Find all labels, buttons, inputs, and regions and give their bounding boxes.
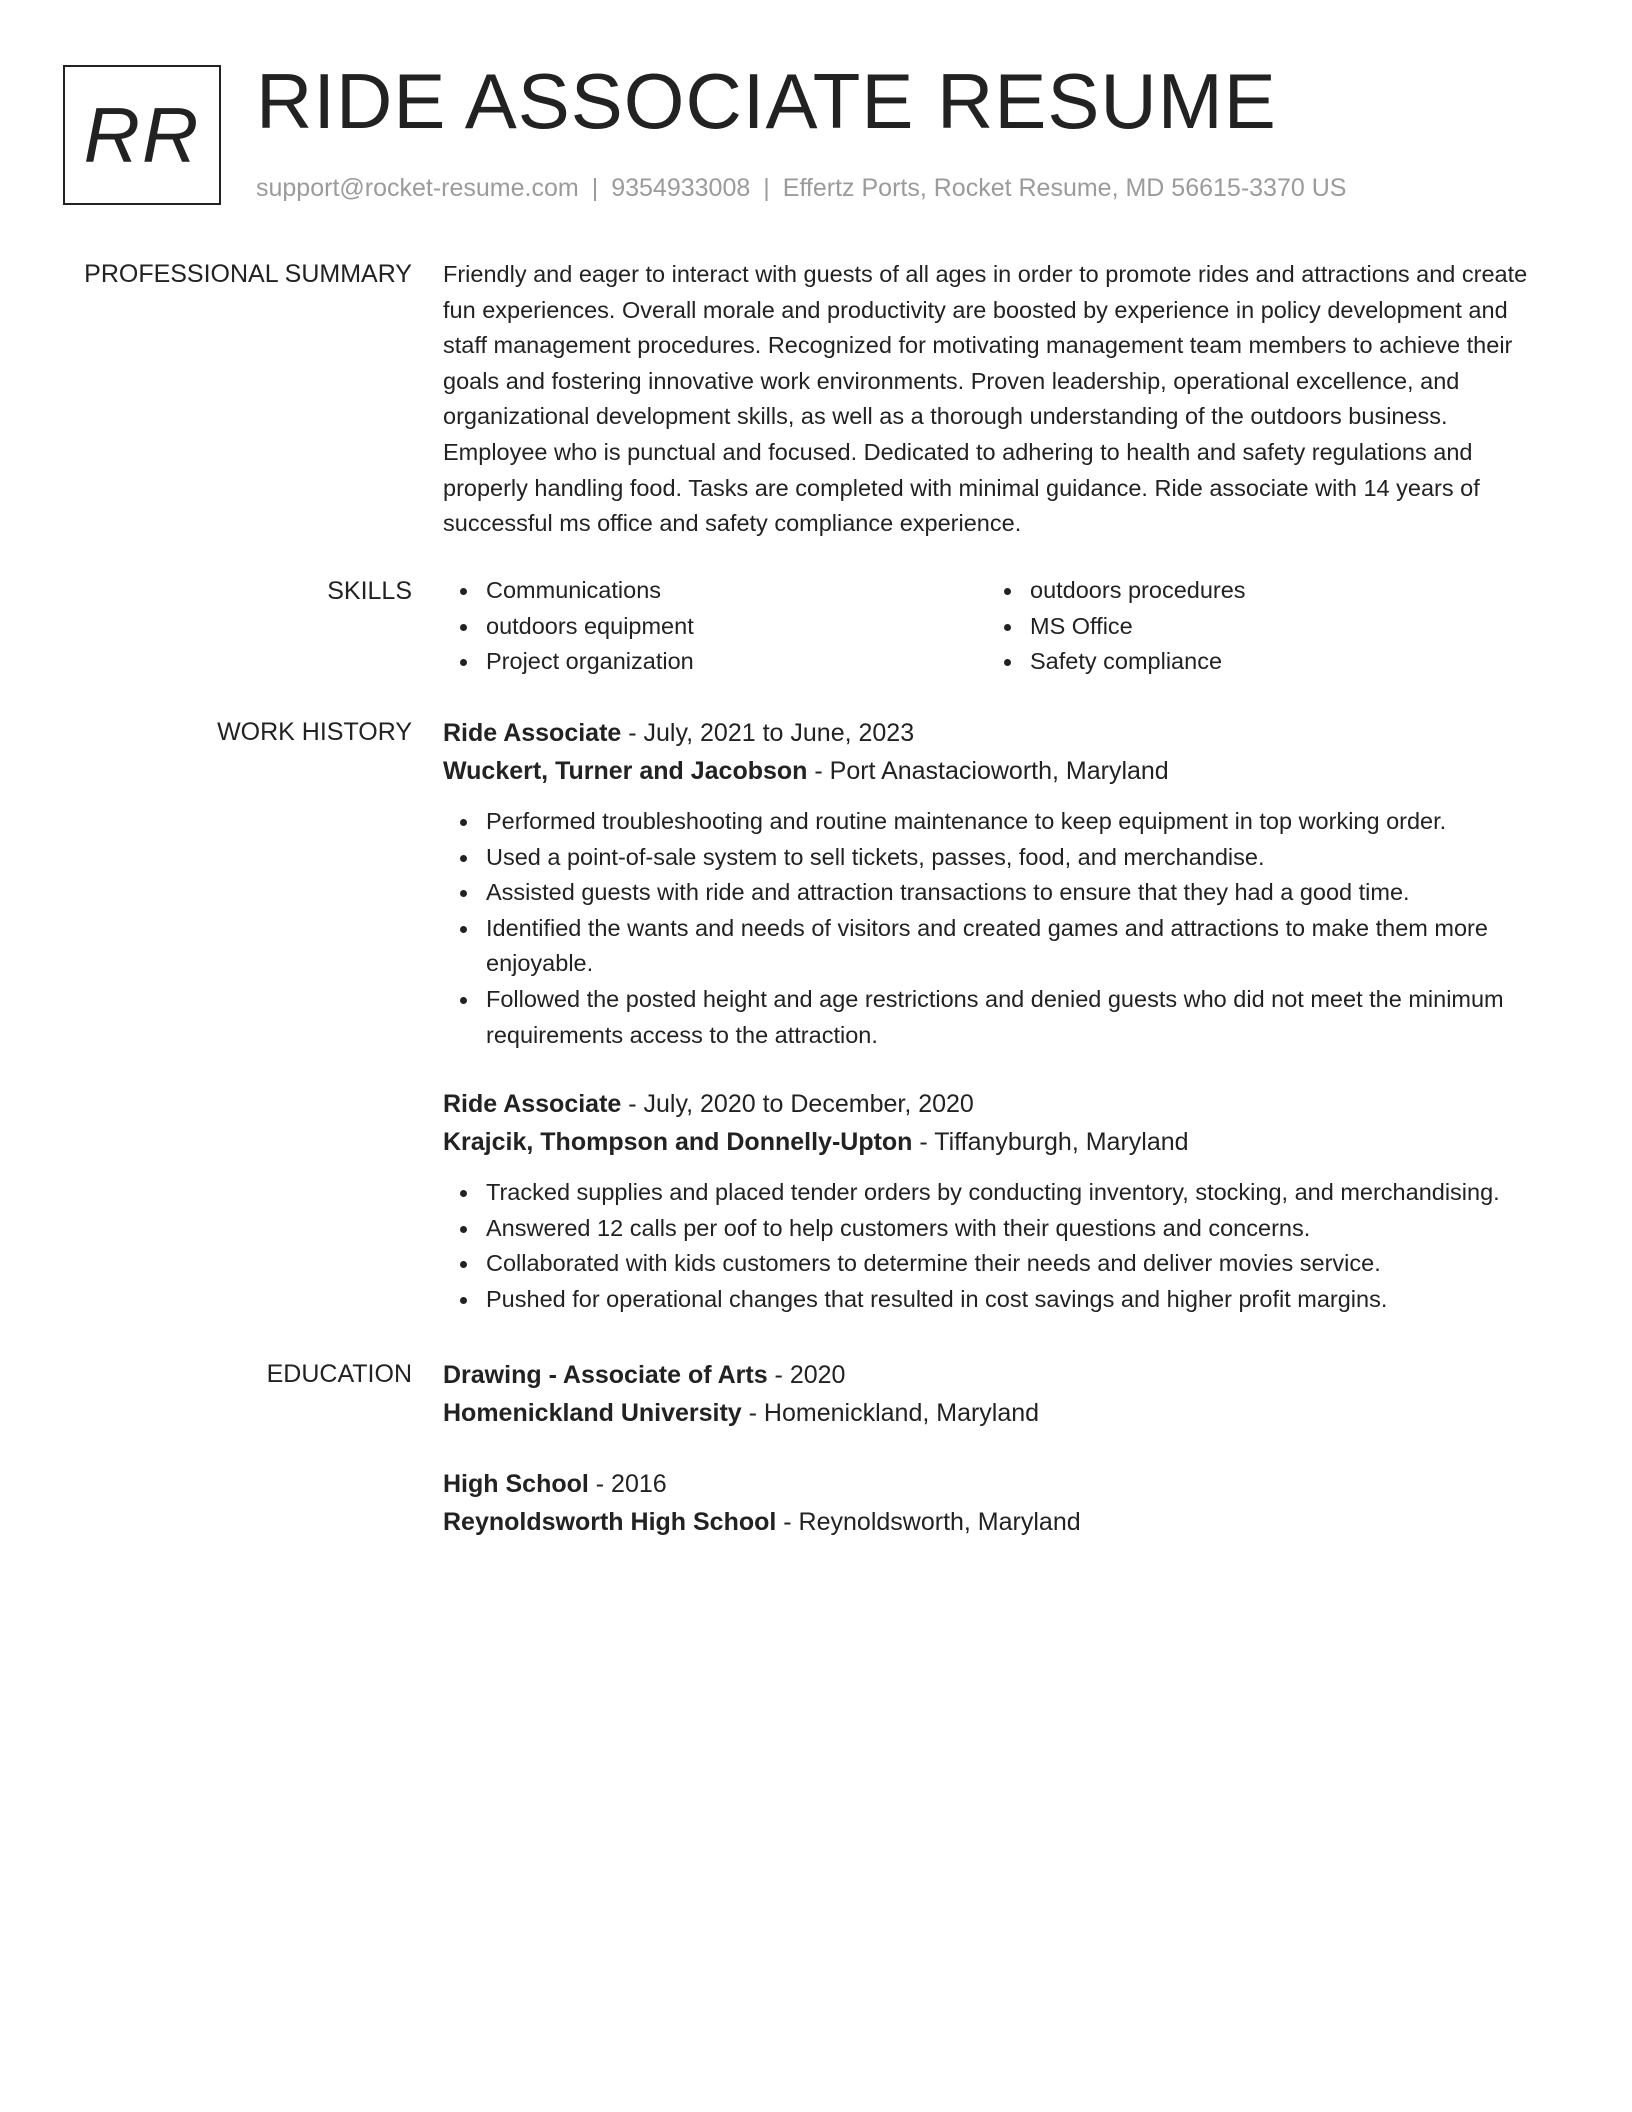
job-duties-list: [443, 804, 1553, 1053]
job-company: Krajcik, Thompson and Donnelly-Upton: [443, 1128, 913, 1157]
monogram-logo: RR: [63, 65, 221, 205]
graduation-year: - 2020: [767, 1361, 846, 1389]
summary-heading: PROFESSIONAL SUMMARY: [84, 260, 412, 288]
school-location: - Reynoldsworth, Maryland: [776, 1508, 1081, 1536]
degree-line: [443, 1465, 1553, 1503]
job-company-line: [443, 752, 1553, 790]
job-duty: Identified the wants and needs of visitors and created games and attractions to make them more enjoyable.: [486, 911, 1553, 982]
summary-text: Friendly and eager to interact with guests of all ages in order to promote rides and attractions and create fun experiences. Overall morale and productivity are boosted by experience in policy development and staff management procedures. Recognized for motivating management team members to achieve their goals and fostering innovative work environments. Proven leadership, operational excellence, and organizational development skills, as well as a thorough understanding of the outdoors business. Employee who is punctual and focused. Dedicated to adhering to health and safety regulations and properly handling food. Tasks are completed with minimal guidance. Ride associate with 14 years of successful ms office and safety compliance experience.: [443, 261, 1528, 537]
skills-grid: [443, 573, 1553, 680]
education-entry: [443, 1356, 1553, 1432]
job-duty: Performed troubleshooting and routine maintenance to keep equipment in top working order.: [486, 804, 1553, 840]
job-company: Wuckert, Turner and Jacobson: [443, 757, 808, 785]
school-location: - Homenickland, Maryland: [741, 1399, 1040, 1427]
job-duty: Pushed for operational changes that resulted in cost savings and higher profit margins.: [486, 1282, 1553, 1318]
job-duty: Followed the posted height and age restrictions and denied guests who did not meet the minimum requirements access to the attraction.: [486, 982, 1553, 1053]
job-title-line: [443, 714, 1553, 752]
skill-item: Project organization: [486, 644, 987, 680]
contact-phone: 9354933008: [611, 174, 751, 202]
contact-separator: |: [763, 174, 770, 202]
job-duty: Assisted guests with ride and attraction transactions to ensure that they had a good time.: [486, 875, 1553, 911]
job-title: Ride Associate: [443, 719, 622, 747]
degree: Drawing - Associate of Arts: [443, 1361, 768, 1389]
job-duty: Answered 12 calls per oof to help customers with their questions and concerns.: [486, 1211, 1553, 1247]
job-dates: - July, 2020 to December, 2020: [621, 1090, 974, 1119]
school-name: Reynoldsworth High School: [443, 1508, 777, 1536]
job-duty: Collaborated with kids customers to determine their needs and deliver movies service.: [486, 1246, 1553, 1282]
job-duty: Tracked supplies and placed tender orders by conducting inventory, stocking, and merchandising.: [486, 1175, 1553, 1211]
summary-body: [443, 256, 1553, 542]
school-line: [443, 1394, 1553, 1432]
education-body: [443, 1356, 1553, 1541]
skill-item: outdoors equipment: [486, 609, 987, 645]
job-title: Ride Associate: [443, 1090, 622, 1119]
skill-item: MS Office: [1030, 609, 1531, 645]
contact-line: [256, 172, 1346, 205]
skill-item: outdoors procedures: [1030, 573, 1531, 609]
skill-item: Communications: [486, 573, 987, 609]
education-entry: [443, 1465, 1553, 1541]
contact-email: support@rocket-resume.com: [256, 174, 579, 202]
skills-body: [443, 573, 1553, 680]
skills-list-right: [987, 573, 1531, 680]
job-company-line: [443, 1123, 1553, 1161]
job-entry: [443, 714, 1553, 1053]
job-entry: [443, 1085, 1553, 1317]
job-location: - Port Anastacioworth, Maryland: [807, 757, 1169, 785]
degree-line: [443, 1356, 1553, 1394]
job-duty: Used a point-of-sale system to sell tickets, passes, food, and merchandise.: [486, 840, 1553, 876]
contact-address: Effertz Ports, Rocket Resume, MD 56615-3370 US: [782, 174, 1347, 202]
degree: High School: [443, 1470, 589, 1498]
skills-list-left: [443, 573, 987, 680]
job-title-line: [443, 1085, 1553, 1123]
school-line: [443, 1503, 1553, 1541]
job-dates: - July, 2021 to June, 2023: [621, 719, 915, 747]
job-location: - Tiffanyburgh, Maryland: [912, 1128, 1189, 1157]
work-history-body: [443, 714, 1553, 1318]
education-heading: EDUCATION: [266, 1360, 412, 1388]
work-history-heading: WORK HISTORY: [217, 718, 412, 746]
skill-item: Safety compliance: [1030, 644, 1531, 680]
job-duties-list: [443, 1175, 1553, 1317]
resume-title: RIDE ASSOCIATE RESUME: [256, 57, 1277, 145]
school-name: Homenickland University: [443, 1399, 742, 1427]
graduation-year: - 2016: [588, 1470, 667, 1498]
skills-heading: SKILLS: [327, 577, 412, 605]
contact-separator: |: [591, 174, 599, 202]
